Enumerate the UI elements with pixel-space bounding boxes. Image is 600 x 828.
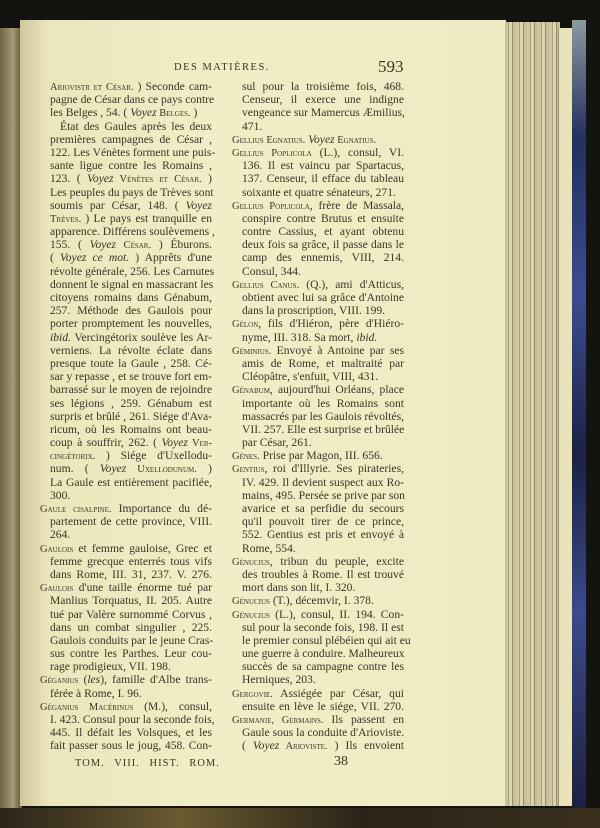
index-line	[232, 462, 404, 475]
italic-text: les	[87, 673, 101, 687]
line-text: 257. Méthode des Gaulois pour	[50, 304, 212, 318]
footer-signature: 38	[334, 754, 348, 769]
line-text: vengeance sur Mamercus Æmilius,	[242, 106, 405, 120]
index-line	[232, 238, 404, 251]
index-line	[40, 172, 212, 185]
line-text: sul pour la seconde fois, 198. Il est	[242, 620, 404, 634]
index-line	[40, 133, 212, 146]
line-text: les Belges , 54. (	[50, 106, 131, 120]
index-line	[40, 397, 212, 410]
index-line	[232, 159, 404, 172]
index-line	[40, 515, 212, 528]
index-line	[232, 291, 404, 304]
index-line	[232, 647, 404, 660]
entry-name: Trèves.	[50, 213, 82, 225]
line-text: État des Gaules après les deux	[60, 119, 212, 133]
entry-name: Arioviste.	[279, 741, 328, 753]
line-text: La Gaule est entièrement pacifiée,	[50, 475, 212, 489]
index-line	[40, 93, 215, 107]
line-text: Cléopâtre, s'enfuit, VIII, 431.	[242, 370, 379, 384]
index-line	[40, 476, 212, 489]
index-line	[40, 225, 215, 239]
index-line	[40, 410, 212, 423]
running-header: DES MATIÈRES.	[174, 62, 270, 73]
index-line	[40, 291, 212, 304]
line-text: sante ligue contre les Romains ,	[50, 159, 212, 173]
line-text: 123. (	[50, 172, 88, 186]
index-line	[40, 212, 212, 225]
footer-volume: TOM. VIII. HIST. ROM.	[75, 758, 220, 769]
index-line	[232, 633, 411, 647]
marbled-cover	[572, 20, 586, 810]
entry-name: Ariovistr et César.	[50, 82, 134, 93]
index-line	[40, 528, 212, 541]
line-text: ses légions , 259. Génabum est	[50, 396, 212, 410]
entry-name: Génabum	[232, 385, 270, 397]
line-text: VII. 257. Elle est surprise et brûlée	[242, 422, 405, 436]
index-line	[40, 264, 215, 278]
line-text: par César, 261.	[242, 436, 312, 450]
index-line	[40, 660, 212, 673]
index-line	[232, 344, 404, 357]
line-text: ) Seconde cam-	[133, 80, 212, 93]
index-line	[40, 120, 212, 133]
index-line	[232, 212, 404, 225]
end-leaf	[558, 28, 573, 806]
line-text: Gaule sous la conduite d'Arioviste.	[242, 726, 405, 740]
line-text: )	[190, 106, 198, 120]
index-line	[40, 383, 212, 396]
index-line	[40, 238, 212, 251]
index-line	[232, 199, 404, 212]
index-line	[232, 331, 404, 344]
entry-name: Gellius Poplicola	[232, 200, 310, 212]
index-line	[232, 528, 404, 541]
line-text: (	[50, 251, 60, 265]
line-text: conspire contre Brutus et ensuite	[242, 211, 404, 225]
index-line	[232, 594, 404, 607]
line-text: amis de Rome, et maltraité par	[242, 356, 404, 370]
line-text: Herniques, 203.	[242, 673, 316, 687]
line-text: femme grecque enterrés tous vifs	[50, 554, 212, 568]
binding-bottom	[0, 808, 600, 828]
index-line	[232, 146, 404, 159]
entry-name: Gellius Poplicola	[232, 147, 312, 159]
index-line	[232, 515, 404, 528]
line-text: révolte générale, 256. Les Carnutes	[50, 264, 215, 278]
line-text: sus contre les Parthes. Leur cou-	[50, 647, 212, 661]
index-line	[40, 186, 212, 199]
entry-name: Géminius.	[232, 345, 272, 357]
index-line	[40, 673, 212, 686]
index-line	[40, 713, 215, 726]
index-line	[40, 462, 212, 475]
line-text: 264.	[50, 528, 71, 542]
line-text: donnent le signal en massacrant les	[50, 277, 214, 291]
line-text: des troubles à Rome. Il est trouvé	[242, 567, 404, 581]
line-text: , tribun du peuple, excite	[269, 554, 404, 568]
line-text: porter promptement les nouvelles,	[50, 317, 212, 331]
italic-text: Voyez ce mot.	[59, 251, 130, 265]
line-text: Importance du dé-	[111, 502, 212, 515]
index-line	[232, 304, 404, 317]
line-text: avarice et sa perfidie du secours	[242, 502, 404, 515]
line-text: d'une taille énorme tué par	[73, 581, 212, 595]
index-line	[232, 476, 404, 489]
line-text: 137. Censeur, il efface du tableau	[242, 172, 404, 186]
entry-name: Génucius	[232, 609, 270, 621]
line-text: qu'il pouvoit tirer de ce prince,	[242, 515, 404, 529]
index-line	[232, 172, 404, 185]
index-line	[40, 423, 212, 436]
entry-name: Uxellodunum.	[126, 464, 197, 476]
line-text: nyme, III. 318. Sa mort,	[242, 330, 357, 344]
italic-text: ibid.	[50, 330, 71, 344]
index-line	[40, 608, 212, 621]
line-text: deux fois sa grâce, il passe dans le	[242, 238, 404, 252]
line-text: Assiégée par César, qui	[272, 686, 404, 700]
index-line	[232, 489, 404, 502]
index-line	[232, 186, 404, 199]
entry-name: Gellius Canus.	[232, 279, 300, 291]
italic-text: ibid.	[356, 330, 378, 344]
page-edges	[505, 22, 560, 806]
index-line	[232, 106, 404, 119]
line-text: et femme gauloise, Grec et	[73, 541, 212, 555]
index-line	[232, 120, 404, 133]
index-line	[232, 357, 404, 370]
entry-name: cingétorix.	[50, 451, 96, 463]
entry-name: Géganius	[40, 675, 79, 687]
italic-text: Voyez	[130, 106, 157, 120]
line-text: (T.), décemvir, I. 378.	[269, 594, 374, 608]
line-text: dans un combat singulier , 225.	[50, 620, 212, 634]
index-line	[40, 621, 212, 634]
index-line	[232, 555, 404, 568]
index-line	[232, 608, 404, 621]
line-text: partement de cette province, VIII.	[50, 515, 212, 529]
index-line	[40, 106, 212, 119]
index-line	[232, 660, 404, 673]
index-column-left	[40, 80, 216, 753]
entry-name: Egnatius.	[334, 134, 377, 146]
index-line	[232, 687, 404, 700]
index-line	[232, 317, 404, 330]
index-line	[232, 581, 404, 594]
index-line	[40, 436, 212, 449]
index-line	[40, 145, 216, 159]
index-line	[40, 357, 212, 370]
italic-text: Voyez	[99, 462, 127, 476]
line-text: barrassé sur le moyen de rejoindre	[50, 383, 212, 397]
line-text: tué par Valère surnommé Corvus ,	[50, 607, 212, 621]
index-line	[40, 726, 212, 739]
line-text: presque toute la Gaule , 258. Cé-	[50, 356, 212, 370]
line-text: verniens. La révolte éclate dans	[50, 343, 212, 357]
line-text: mort dans son lit, I. 320.	[242, 581, 356, 595]
line-text: ensuite en lève le siége, VII. 270.	[242, 699, 404, 713]
line-text: Censeur, il exerce une indigne	[242, 93, 404, 107]
line-text: mains, 495. Persée se prive par son	[242, 488, 405, 502]
line-text: surpris et brûlé , 261. Siége d'Ava-	[50, 409, 212, 423]
line-text: 122. Les Vénètes forment une puis-	[50, 145, 216, 159]
line-text: IV. 429. Il devient suspect aux Ro-	[242, 475, 404, 489]
entry-name: Gergovie.	[232, 688, 273, 700]
line-text: Rome, 554.	[242, 541, 296, 555]
line-text: 471.	[242, 119, 263, 133]
index-line	[40, 489, 212, 502]
index-line	[40, 542, 212, 555]
entry-name: César.	[116, 240, 152, 252]
index-line	[40, 449, 212, 462]
index-line	[40, 502, 212, 515]
index-line	[40, 80, 212, 93]
line-text: obtient avec lui sa grâce d'Antoine	[242, 291, 404, 304]
line-text: coup à souffrir, 262. (	[50, 436, 162, 450]
entry-name: Gaule cisalpine.	[40, 504, 112, 515]
entry-name: Gentius	[232, 464, 265, 476]
index-line	[40, 331, 212, 344]
line-text: apparence. Différens soulèvemens ,	[50, 225, 215, 239]
index-line	[40, 700, 212, 713]
index-line	[232, 673, 404, 686]
index-line	[232, 383, 404, 396]
line-text: ) Siége d'Uxellodu-	[95, 449, 212, 463]
index-line	[232, 93, 404, 106]
index-line	[232, 278, 404, 291]
index-line	[232, 449, 404, 462]
entry-name: Génucius	[232, 556, 270, 568]
line-text: 136. Il est vaincu par Spartacus,	[242, 159, 404, 173]
line-text: )	[201, 172, 212, 186]
italic-text: Voyez	[308, 132, 335, 146]
line-text: soixante et quatre sénateurs, 271.	[242, 185, 396, 199]
italic-text: Voyez	[185, 198, 212, 212]
line-text: une guerre à conduire. Malheureux	[242, 647, 405, 661]
index-line	[232, 502, 404, 515]
index-line	[232, 713, 404, 726]
line-text: importante où les Romains sont	[242, 396, 404, 410]
index-line	[40, 278, 212, 291]
index-column-right	[232, 80, 411, 753]
entry-name: Gélon	[232, 319, 259, 331]
index-line	[232, 225, 404, 238]
line-text: (L.), consul, VI.	[311, 145, 405, 159]
line-text: massacrés par les Gaulois révoltés,	[242, 409, 404, 423]
line-text: fait passer sous le joug, 458. Con-	[50, 739, 212, 753]
index-line	[40, 555, 212, 568]
line-text: rage prodigieux, VII. 198.	[50, 660, 171, 674]
index-line	[232, 739, 404, 752]
line-text: Envoyé à Antoine par ses	[271, 343, 404, 357]
line-text: pagne de César dans ce pays contre	[50, 93, 215, 107]
entry-name: Géganius Macérinus	[40, 701, 134, 713]
entry-name: Génucius	[232, 596, 270, 608]
line-text: (Q.), ami d'Atticus,	[299, 277, 404, 291]
index-line	[232, 265, 404, 278]
index-line	[40, 304, 212, 317]
entry-name: Gaulois	[40, 543, 74, 555]
line-text: ) Éburons.	[151, 238, 213, 252]
index-line	[232, 133, 404, 146]
entry-name: Belges.	[156, 108, 191, 120]
index-line	[40, 647, 212, 660]
entry-name: Vénètes et César.	[113, 174, 202, 186]
line-text: 445. Il défait les Volsques, et les	[50, 726, 212, 740]
line-text: (M.), consul,	[133, 699, 212, 713]
index-line	[232, 700, 404, 713]
line-text: sul pour la troisième fois, 468.	[242, 80, 404, 93]
entry-name: Gellius Egnatius.	[232, 134, 306, 146]
italic-text: Voyez	[252, 739, 280, 753]
line-text: , aujourd'hui Orléans, place	[269, 383, 404, 397]
line-text: , roi d'Illyrie. Ses pirateries,	[264, 462, 404, 476]
index-line	[232, 726, 404, 739]
line-text: Consul, 344.	[242, 264, 301, 278]
index-line	[232, 80, 404, 93]
index-line	[40, 568, 212, 581]
index-line	[232, 568, 404, 581]
line-text: contre Cassius, et ayant obtenu	[242, 225, 404, 239]
index-line	[232, 423, 404, 436]
line-text: dans Rome, III. 31, 237. V. 276.	[50, 567, 212, 581]
line-text: 155. (	[50, 238, 90, 252]
line-text: Gaulois conduits par le jeune Cras-	[50, 633, 214, 647]
line-text: num. (	[50, 462, 100, 476]
line-text: , fils d'Hiéron, père d'Hiéro-	[258, 317, 404, 331]
facing-page-edge	[0, 28, 22, 818]
index-line	[40, 634, 212, 647]
line-text: camp des ennemis, VIII, 214.	[242, 251, 404, 265]
line-text: férée à Rome, I. 96.	[50, 686, 142, 700]
index-line	[232, 621, 404, 634]
line-text: (	[78, 673, 88, 687]
line-text: ) Le pays est tranquille en	[81, 211, 212, 225]
italic-text: Voyez	[89, 238, 117, 252]
line-text: citoyens romains dans Génabum,	[50, 291, 212, 304]
index-line	[40, 370, 212, 383]
italic-text: Voyez	[161, 436, 188, 450]
entry-name: Ver-	[187, 438, 212, 450]
line-text: 300.	[50, 488, 71, 502]
index-line	[232, 397, 404, 410]
index-line	[40, 199, 212, 212]
index-line	[40, 251, 212, 264]
index-line	[40, 159, 212, 172]
index-line	[40, 739, 212, 752]
index-line	[232, 251, 404, 264]
line-text: Les peuples du pays de Trèves sont	[50, 185, 214, 199]
line-text: ), famille d'Albe trans-	[100, 673, 213, 687]
line-text: soumis par César, 148. (	[50, 198, 186, 212]
index-line	[40, 344, 212, 357]
line-text: Vercingétorix soulève les Ar-	[70, 330, 212, 344]
index-line	[40, 317, 212, 330]
index-line	[40, 581, 212, 594]
line-text: Ils passent en	[323, 713, 404, 726]
line-text: Prise par Magon, III. 656.	[259, 449, 383, 463]
entry-name: Germanie, Germains.	[232, 715, 324, 726]
line-text: ricum, où les Romains ont beau-	[50, 422, 212, 436]
line-text: le premier consul plébéien qui ait eu	[242, 633, 411, 647]
entry-name: Gènes.	[232, 451, 260, 463]
index-line	[232, 370, 404, 383]
entry-name: Gaulois	[40, 583, 74, 595]
index-line	[40, 687, 212, 700]
index-line	[232, 436, 404, 449]
line-text: premières campagnes de César ,	[50, 132, 212, 146]
line-text: , frère de Massala,	[309, 198, 404, 212]
index-line	[232, 410, 404, 423]
line-text: I. 423. Consul pour la seconde fois,	[50, 713, 215, 726]
line-text: succès de sa campagne contre les	[242, 660, 404, 674]
line-text: sar y repasse , et se trouve fort em-	[50, 370, 212, 384]
line-text: Manlius Torquatus, II. 205. Autre	[50, 594, 212, 608]
page-number: 593	[378, 57, 404, 76]
index-line	[232, 542, 404, 555]
line-text: )	[196, 462, 212, 476]
line-text: ) Apprêts d'une	[129, 251, 213, 265]
index-line	[40, 594, 212, 607]
line-text: 552. Gentius est pris et envoyé à	[242, 528, 404, 542]
line-text: dans la proscription, VIII. 199.	[242, 304, 386, 318]
line-text: ) Ils envoient	[327, 739, 404, 753]
line-text: (L.), consul, II. 194. Con-	[269, 607, 404, 621]
italic-text: Voyez	[87, 172, 114, 186]
line-text: (	[242, 739, 253, 753]
